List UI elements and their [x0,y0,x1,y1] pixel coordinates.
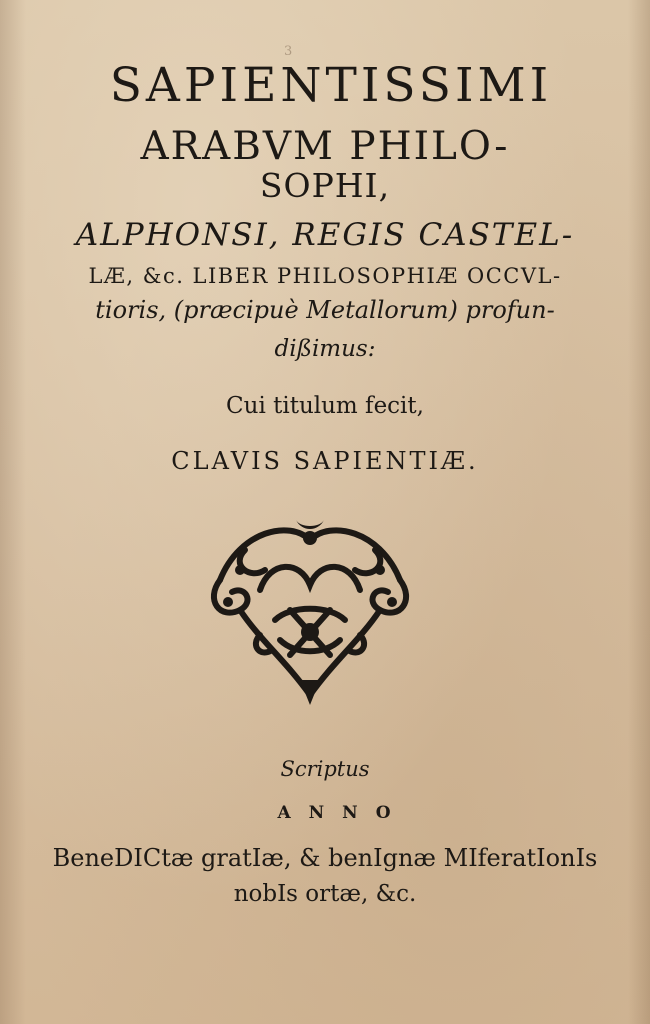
subtitle-main: CLAVIS SAPIENTIÆ. [171,447,479,475]
chronogram-line-1: BeneDICtæ gratIæ, & benIgnæ MIferatIonIs [52,844,598,872]
chronogram-line-2: nobIs ortæ, &c. [233,881,417,907]
title-line-2: ARABVM PHILO- [140,124,510,169]
title-line-3: SOPHI, [259,166,391,205]
imprint-anno: ANNO [277,803,409,823]
subtitle-intro: Cui titulum fecit, [226,393,424,419]
title-line-6: tioris, (præcipuè Metallorum) profun- [95,296,555,324]
imprint-scriptus: Scriptus [280,757,370,781]
title-line-1: SAPIENTISSIMI [109,58,553,113]
folio-mark: 3 [284,44,293,59]
title-line-4: ALPHONSI, REGIS CASTEL- [75,217,575,253]
fleuron-ornament-icon [200,510,420,710]
title-line-7: dißimus: [274,336,376,362]
title-line-5: LÆ, &c. LIBER PHILOSOPHIÆ OCCVL- [88,264,562,288]
